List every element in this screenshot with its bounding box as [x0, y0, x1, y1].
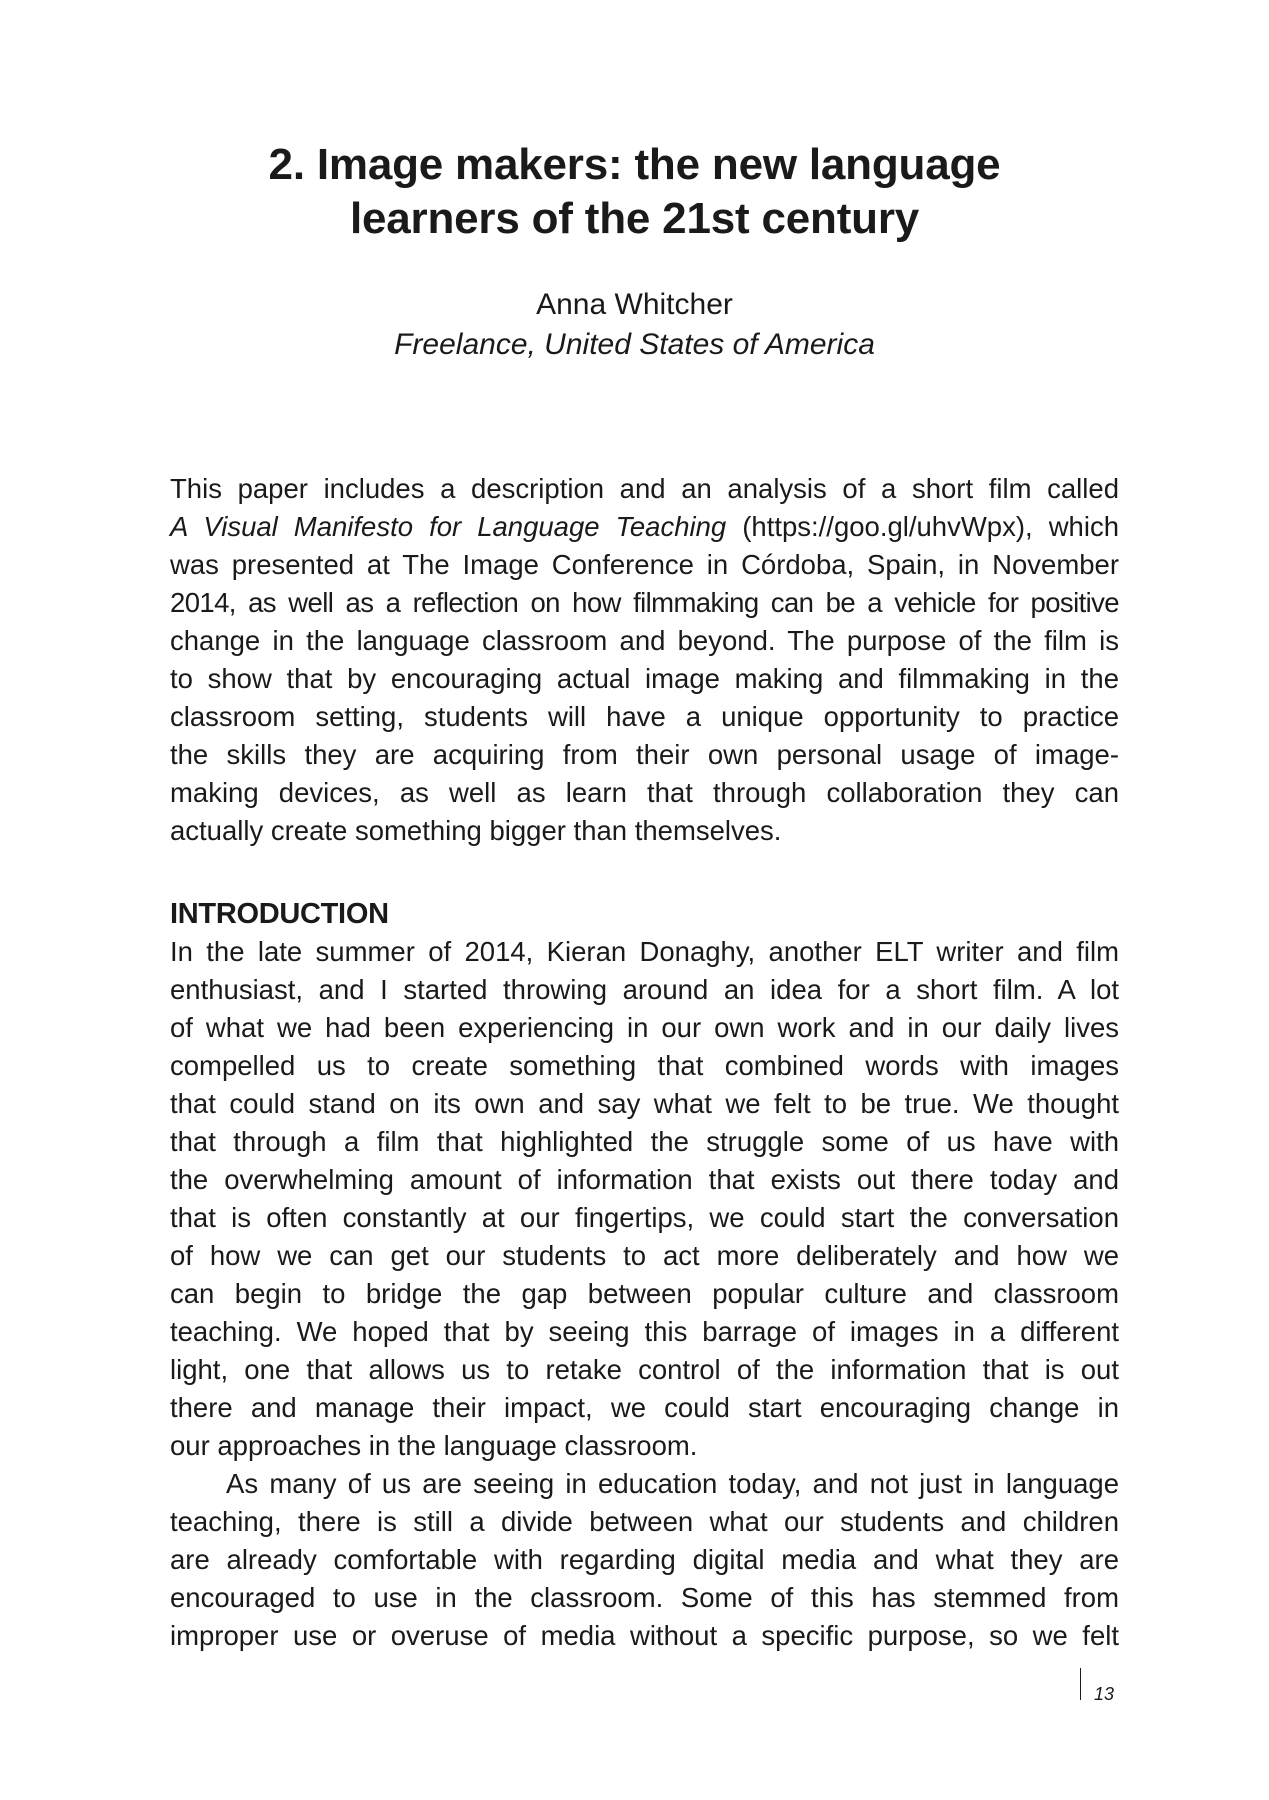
- introduction-section: [170, 895, 1119, 1655]
- paragraph-line: In the late summer of 2014, Kieran Donaghy, another ELT writer and film: [170, 936, 1119, 967]
- film-title: A Visual Manifesto for Language Teaching: [170, 511, 727, 542]
- chapter-title: [150, 138, 1119, 246]
- abstract-line: classroom setting, students will have a unique opportunity to practice: [170, 701, 1119, 732]
- paragraph-line: As many of us are seeing in education today, and not just in language: [226, 1468, 1119, 1499]
- paragraph-line: light, one that allows us to retake control of the information that is out: [170, 1354, 1119, 1385]
- abstract-line: actually create something bigger than themselves.: [170, 815, 782, 846]
- abstract-line: making devices, as well as learn that through collaboration they can: [170, 777, 1119, 808]
- page-number: 13: [1094, 1684, 1115, 1704]
- abstract-line: This paper includes a description and an analysis of a short film called: [170, 473, 1119, 504]
- paragraph-line: that could stand on its own and say what we felt to be true. We thought: [170, 1088, 1119, 1119]
- chapter-title-line-2: learners of the 21st century: [349, 194, 920, 243]
- paragraph-line: the overwhelming amount of information that exists out there today and: [170, 1164, 1119, 1195]
- page-number-divider: [1080, 1668, 1081, 1700]
- paragraph-line: teaching. We hoped that by seeing this barrage of images in a different: [170, 1316, 1119, 1347]
- paragraph-line: enthusiast, and I started throwing around an idea for a short film. A lot: [170, 974, 1119, 1005]
- paragraph-line: improper use or overuse of media without a specific purpose, so we felt: [170, 1620, 1119, 1651]
- abstract-line: to show that by encouraging actual image making and filmmaking in the: [170, 663, 1119, 694]
- abstract-line: was presented at The Image Conference in Córdoba, Spain, in November: [170, 549, 1119, 580]
- paragraph-line: of how we can get our students to act more deliberately and how we: [170, 1240, 1119, 1271]
- abstract-line: 2014, as well as a reflection on how filmmaking can be a vehicle for positive: [170, 587, 1119, 618]
- abstract-line: change in the language classroom and beyond. The purpose of the film is: [170, 625, 1119, 656]
- paragraph-line: can begin to bridge the gap between popular culture and classroom: [170, 1278, 1119, 1309]
- paragraph-line: teaching, there is still a divide between what our students and children: [170, 1506, 1119, 1537]
- paragraph-line: encouraged to use in the classroom. Some of this has stemmed from: [170, 1582, 1119, 1613]
- section-heading: INTRODUCTION: [170, 898, 389, 930]
- paragraph-line: there and manage their impact, we could start encouraging change in: [170, 1392, 1119, 1423]
- paragraph-line: are already comfortable with regarding digital media and what they are: [170, 1544, 1119, 1575]
- author-name: Anna Whitcher: [536, 288, 733, 321]
- film-link-text: (https://goo.gl/uhvWpx), which: [742, 511, 1119, 542]
- abstract-line: [170, 508, 1119, 546]
- abstract: [170, 470, 1119, 850]
- paragraph-line: compelled us to create something that combined words with images: [170, 1050, 1119, 1081]
- author-affiliation: Freelance, United States of America: [394, 328, 875, 361]
- paragraph-line: our approaches in the language classroom.: [170, 1430, 698, 1461]
- abstract-line: the skills they are acquiring from their own personal usage of image-: [170, 739, 1119, 770]
- paragraph-line: that is often constantly at our fingertips, we could start the conversation: [170, 1202, 1119, 1233]
- paragraph-line: that through a film that highlighted the struggle some of us have with: [170, 1126, 1119, 1157]
- paragraph-line: of what we had been experiencing in our own work and in our daily lives: [170, 1012, 1119, 1043]
- chapter-title-line-1: 2. Image makers: the new language: [268, 140, 1001, 189]
